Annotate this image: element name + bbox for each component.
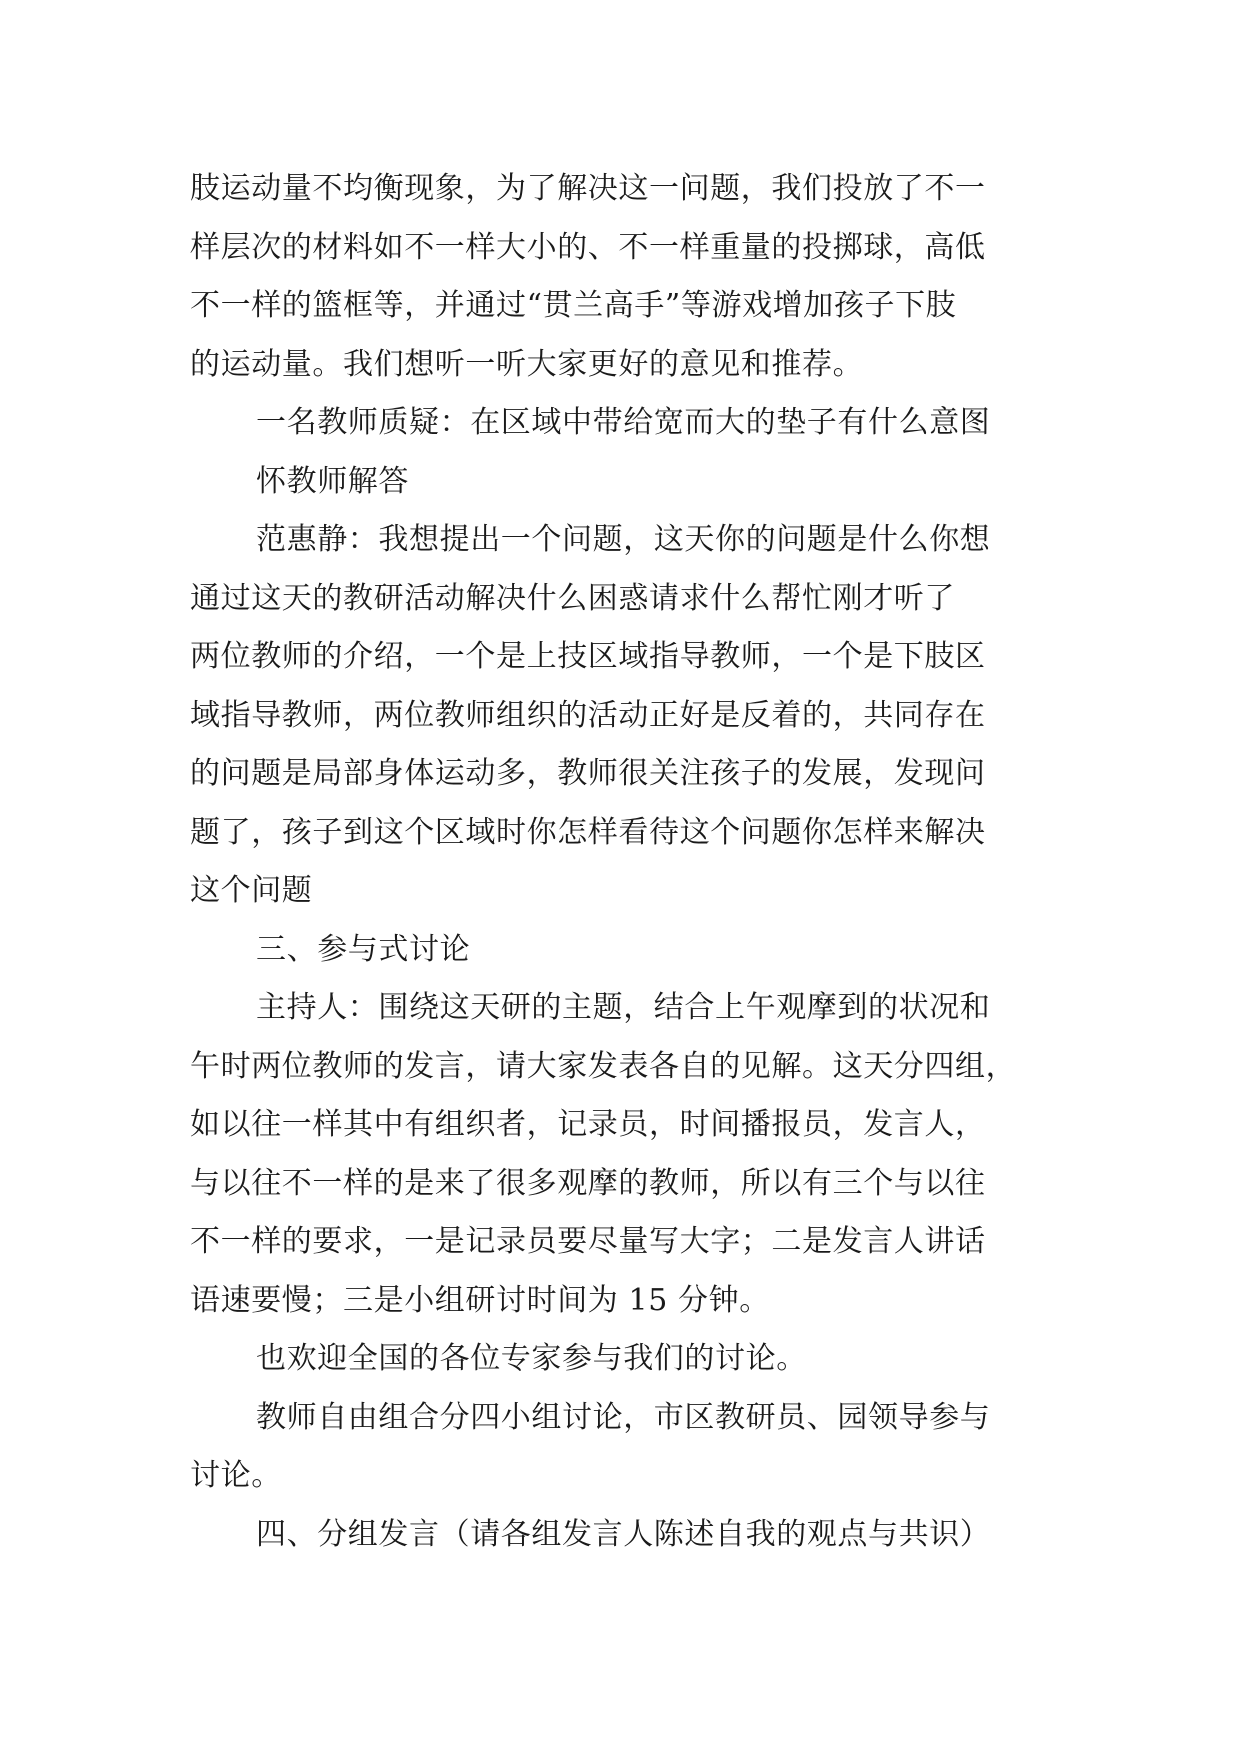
text-line: 语速要慢；三是小组研讨时间为 15 分钟。	[190, 1282, 770, 1318]
text-line: 也欢迎全国的各位专家参与我们的讨论。	[256, 1341, 807, 1376]
text-line: 的问题是局部身体运动多，教师很关注孩子的发展，发现问	[190, 756, 986, 791]
text-line: 范惠静：我想提出一个问题，这天你的问题是什么你想	[256, 522, 991, 557]
text-line: 午时两位教师的发言，请大家发表各自的见解。这天分四组，	[190, 1048, 1017, 1084]
text-line: 如以往一样其中有组织者，记录员，时间播报员，发言人，	[190, 1107, 986, 1142]
text-line: 题了，孩子到这个区域时你怎样看待这个问题你怎样来解决	[190, 814, 986, 850]
text-line: 怀教师解答	[256, 463, 409, 499]
text-line: 教师自由组合分四小组讨论，市区教研员、园领导参与	[256, 1399, 991, 1435]
text-line: 肢运动量不均衡现象，为了解决这一问题，我们投放了不一	[190, 171, 986, 206]
text-line: 这个问题	[190, 873, 313, 908]
text-line: 两位教师的介绍，一个是上技区域指导教师，一个是下肢区	[190, 639, 986, 674]
section-heading: 四、分组发言（请各组发言人陈述自我的观点与共识）	[256, 1516, 991, 1552]
text-line: 通过这天的教研活动解决什么困惑请求什么帮忙刚才听了	[190, 580, 955, 616]
text-line: 主持人：围绕这天研的主题，结合上午观摩到的状况和	[256, 990, 991, 1025]
text-line: 讨论。	[190, 1458, 282, 1493]
document-body	[190, 160, 1070, 1564]
text-line: 一名教师质疑：在区域中带给宽而大的垫子有什么意图	[256, 405, 991, 440]
section-heading: 三、参与式讨论	[256, 931, 471, 967]
text-line: 的运动量。我们想听一听大家更好的意见和推荐。	[190, 346, 864, 382]
text-line: 不一样的篮框等，并通过“贯兰高手”等游戏增加孩子下肢	[190, 288, 957, 323]
text-line: 与以往不一样的是来了很多观摩的教师，所以有三个与以往	[190, 1165, 986, 1201]
text-line: 样层次的材料如不一样大小的、不一样重量的投掷球，高低	[190, 229, 986, 265]
text-line: 不一样的要求，一是记录员要尽量写大字；二是发言人讲话	[190, 1224, 986, 1259]
text-line: 域指导教师，两位教师组织的活动正好是反着的，共同存在	[190, 697, 986, 733]
